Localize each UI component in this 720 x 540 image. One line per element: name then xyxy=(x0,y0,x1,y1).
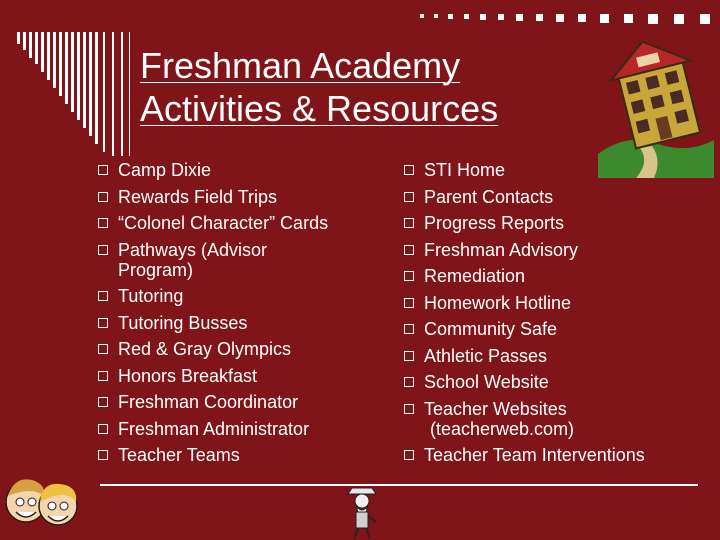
list-item: “Colonel Character” Cards xyxy=(98,213,388,233)
square-bullet-icon xyxy=(98,318,108,328)
list-item: Red & Gray Olympics xyxy=(98,339,388,359)
square-bullet-icon xyxy=(98,371,108,381)
slide-title xyxy=(140,44,498,130)
list-item: Freshman Advisory xyxy=(404,240,709,260)
list-item: Homework Hotline xyxy=(404,293,709,313)
square-bullet-icon xyxy=(404,351,414,361)
square-bullet-icon xyxy=(98,291,108,301)
square-bullet-icon xyxy=(404,218,414,228)
list-item: School Website xyxy=(404,372,709,392)
square-bullet-icon xyxy=(404,377,414,387)
list-item: Tutoring xyxy=(98,286,388,306)
title-line-1: Freshman Academy xyxy=(140,45,461,86)
list-item: Teacher Teams xyxy=(98,445,388,465)
list-item: Progress Reports xyxy=(404,213,709,233)
square-bullet-icon xyxy=(98,245,108,255)
square-bullet-icon xyxy=(98,450,108,460)
right-list xyxy=(404,160,709,472)
school-house-icon xyxy=(598,36,714,178)
square-bullet-icon xyxy=(98,218,108,228)
list-item: Community Safe xyxy=(404,319,709,339)
colonel-mascot-icon xyxy=(344,486,380,540)
list-item: Teacher Websites (teacherweb.com) xyxy=(404,399,709,439)
square-bullet-icon xyxy=(404,324,414,334)
list-item: Remediation xyxy=(404,266,709,286)
square-bullet-icon xyxy=(98,424,108,434)
square-bullet-icon xyxy=(404,450,414,460)
list-item: Athletic Passes xyxy=(404,346,709,366)
list-item: Tutoring Busses xyxy=(98,313,388,333)
list-item: STI Home xyxy=(404,160,709,180)
square-bullet-icon xyxy=(404,271,414,281)
square-bullet-icon xyxy=(404,165,414,175)
list-item: Honors Breakfast xyxy=(98,366,388,386)
list-item: Parent Contacts xyxy=(404,187,709,207)
title-line-2: Activities & Resources xyxy=(140,88,499,129)
square-bullet-icon xyxy=(98,397,108,407)
list-item: Freshman Administrator xyxy=(98,419,388,439)
list-item: Rewards Field Trips xyxy=(98,187,388,207)
square-bullet-icon xyxy=(404,298,414,308)
kids-cartoon-icon xyxy=(2,466,80,540)
square-bullet-icon xyxy=(404,245,414,255)
footer-divider xyxy=(100,484,698,486)
list-item: Camp Dixie xyxy=(98,160,388,180)
square-bullet-icon xyxy=(404,404,414,414)
left-list xyxy=(98,160,388,472)
list-item: Pathways (Advisor Program) xyxy=(98,240,388,280)
square-bullet-icon xyxy=(98,344,108,354)
list-item: Freshman Coordinator xyxy=(98,392,388,412)
list-item: Teacher Team Interventions xyxy=(404,445,709,465)
square-bullet-icon xyxy=(98,192,108,202)
square-bullet-icon xyxy=(98,165,108,175)
square-bullet-icon xyxy=(404,192,414,202)
